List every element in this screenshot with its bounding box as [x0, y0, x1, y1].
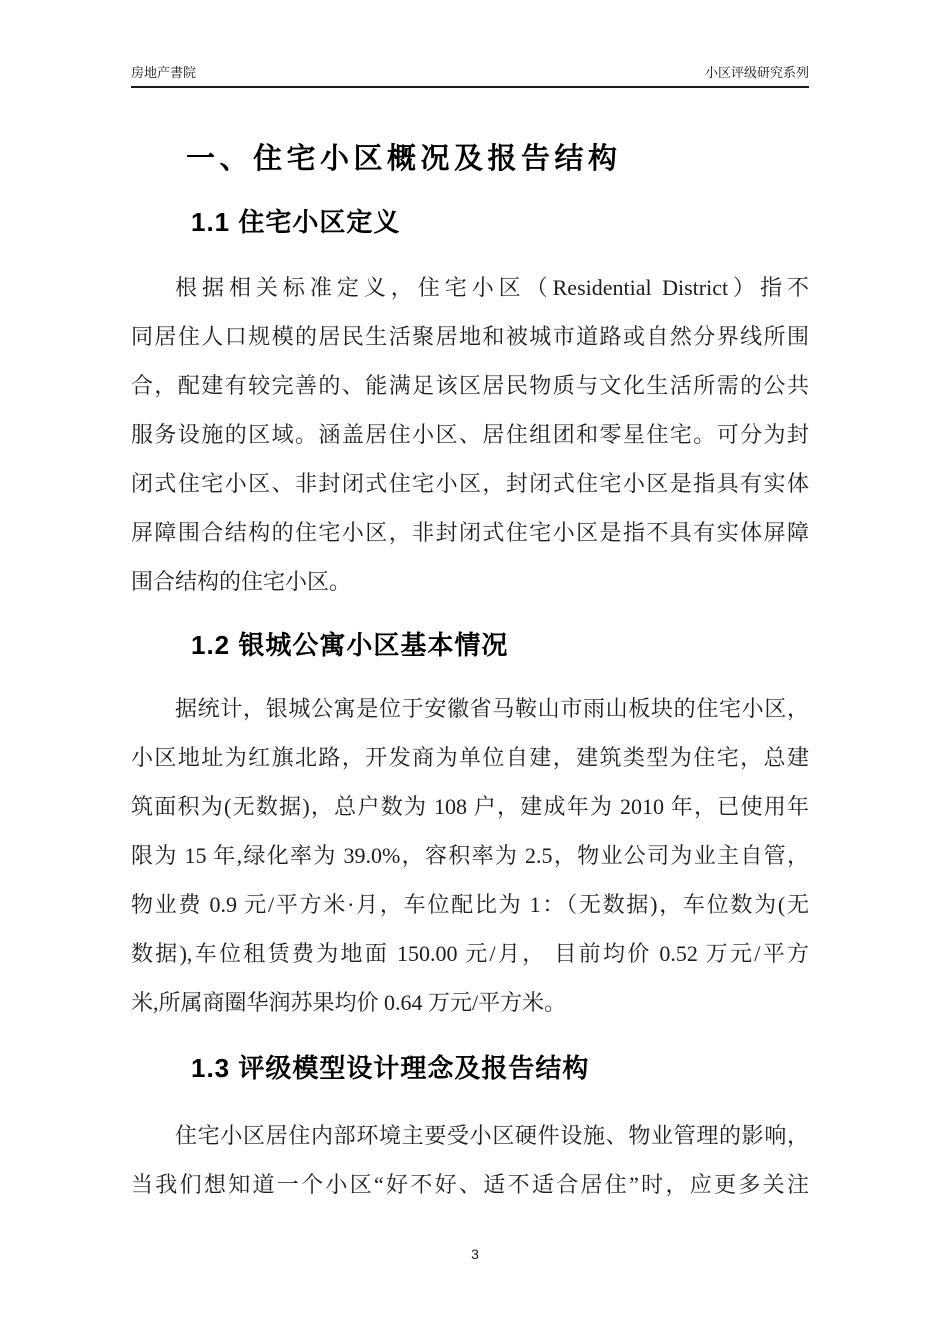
paragraph-line: 闭式住宅小区、非封闭式住宅小区，封闭式住宅小区是指具有实体: [131, 471, 809, 496]
paragraph-line: 当我们想知道一个小区“好不好、适不适合居住”时，应更多关注: [131, 1172, 809, 1197]
section-heading-1-1: 1.1 住宅小区定义: [191, 207, 401, 237]
page-number: 3: [471, 1246, 479, 1262]
paragraph-line: 筑面积为(无数据)，总户数为 108 户，建成年为 2010 年，已使用年: [131, 794, 809, 819]
paragraph-line: 同居住人口规模的居民生活聚居地和被城市道路或自然分界线所围: [131, 324, 809, 349]
paragraph-line: 根据相关标准定义，住宅小区（Residential District）指不: [175, 275, 809, 300]
paragraph-line: 限为 15 年,绿化率为 39.0%，容积率为 2.5，物业公司为业主自管，: [131, 843, 809, 868]
paragraph-1-3: [131, 1111, 809, 1209]
paragraph-line: 数据),车位租赁费为地面 150.00 元/月， 目前均价 0.52 万元/平方: [131, 941, 809, 966]
paragraph-line: 合，配建有较完善的、能满足该区居民物质与文化生活所需的公共: [131, 373, 809, 398]
paragraph-line: 服务设施的区域。涵盖居住小区、居住组团和零星住宅。可分为封: [131, 422, 809, 447]
paragraph-line: 物业费 0.9 元/平方米·月，车位配比为 1：（无数据)，车位数为(无: [131, 892, 809, 917]
paragraph-line: 小区地址为红旗北路，开发商为单位自建，建筑类型为住宅，总建: [131, 745, 809, 770]
chapter-heading: 一、住宅小区概况及报告结构: [186, 143, 622, 175]
paragraph-line: 围合结构的住宅小区。: [131, 569, 352, 594]
paragraph-line: 米,所属商圈华润苏果均价 0.64 万元/平方米。: [131, 990, 567, 1015]
paragraph-1-2: [131, 684, 809, 1027]
page-header: [131, 65, 809, 88]
paragraph-line: 屏障围合结构的住宅小区，非封闭式住宅小区是指不具有实体屏障: [131, 520, 809, 545]
paragraph-line: 据统计，银城公寓是位于安徽省马鞍山市雨山板块的住宅小区，: [175, 696, 809, 721]
header-left-text: 房地产書院: [131, 65, 197, 80]
paragraph-1-1: [131, 263, 809, 606]
header-right-text: 小区评级研究系列: [704, 65, 809, 80]
section-heading-1-2: 1.2 银城公寓小区基本情况: [191, 630, 509, 660]
paragraph-line: 住宅小区居住内部环境主要受小区硬件设施、物业管理的影响，: [175, 1123, 809, 1148]
section-heading-1-3: 1.3 评级模型设计理念及报告结构: [191, 1053, 590, 1083]
